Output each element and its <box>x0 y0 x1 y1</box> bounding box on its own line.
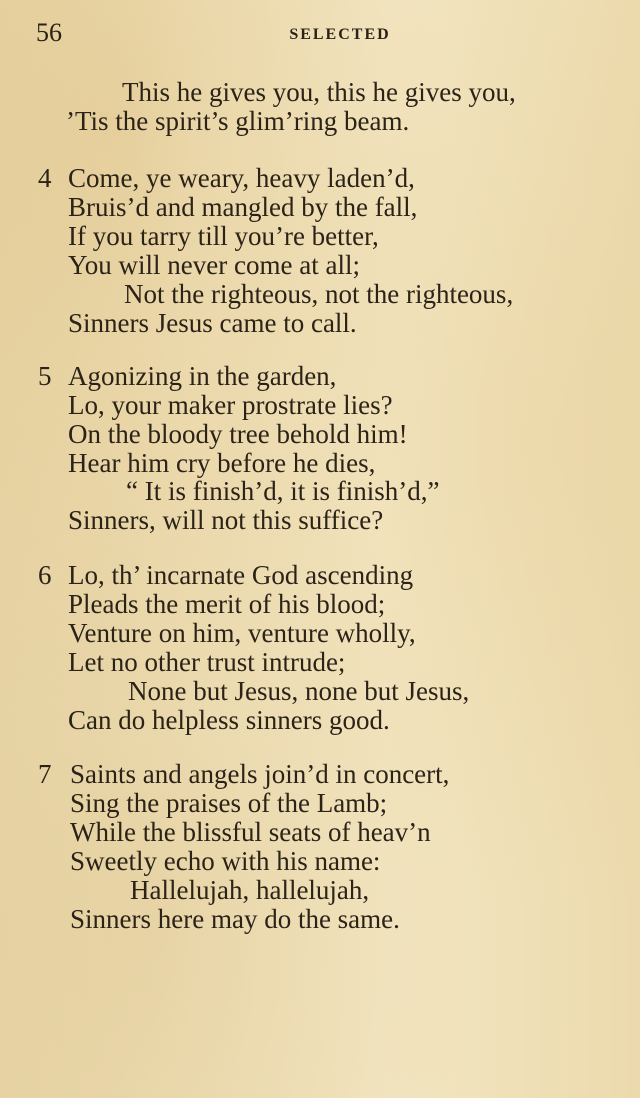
stanza-line: You will never come at all; <box>68 250 360 280</box>
verse-number: 4 <box>38 163 52 193</box>
stanza-line: Sinners, will not this suffice? <box>68 505 384 535</box>
stanza-line: Bruis’d and mangled by the fall, <box>68 192 418 222</box>
stanza-line: Lo, th’ incarnate God ascending <box>68 560 414 590</box>
stanza-line: Sing the praises of the Lamb; <box>70 788 388 818</box>
verse-number: 6 <box>38 560 52 590</box>
stanza-line: Let no other trust intrude; <box>68 647 346 677</box>
stanza-line: Sinners Jesus came to call. <box>68 308 357 338</box>
stanza-line: Saints and angels join’d in concert, <box>70 759 450 789</box>
stanza-line: Hallelujah, hallelujah, <box>130 875 370 905</box>
stanza-line: Sinners here may do the same. <box>70 904 400 934</box>
stanza-line: “ It is finish’d, it is finish’d,” <box>126 476 440 506</box>
stanza-line: Not the righteous, not the righteous, <box>124 279 514 309</box>
verse-number: 5 <box>38 361 52 391</box>
stanza-line: Pleads the merit of his blood; <box>68 589 386 619</box>
stanza-line: This he gives you, this he gives you, <box>122 77 516 107</box>
stanza-line: Agonizing in the garden, <box>68 361 337 391</box>
verse-number: 7 <box>38 759 52 789</box>
stanza-line: Venture on him, venture wholly, <box>68 618 416 648</box>
stanza-line: Can do helpless sinners good. <box>68 705 390 735</box>
stanza-line: Sweetly echo with his name: <box>70 846 381 876</box>
stanza-line: None but Jesus, none but Jesus, <box>128 676 470 706</box>
stanza-line: Hear him cry before he dies, <box>68 448 376 478</box>
stanza-line: While the blissful seats of heav’n <box>70 817 431 847</box>
stanza-line: ’Tis the spirit’s glim’ring beam. <box>66 106 410 136</box>
running-head: SELECTED <box>289 26 391 43</box>
stanza-line: If you tarry till you’re better, <box>68 221 379 251</box>
stanza-line: Lo, your maker prostrate lies? <box>68 390 393 420</box>
stanza-line: Come, ye weary, heavy laden’d, <box>68 163 415 193</box>
stanza-line: On the bloody tree behold him! <box>68 419 408 449</box>
page-number: 56 <box>36 18 62 47</box>
